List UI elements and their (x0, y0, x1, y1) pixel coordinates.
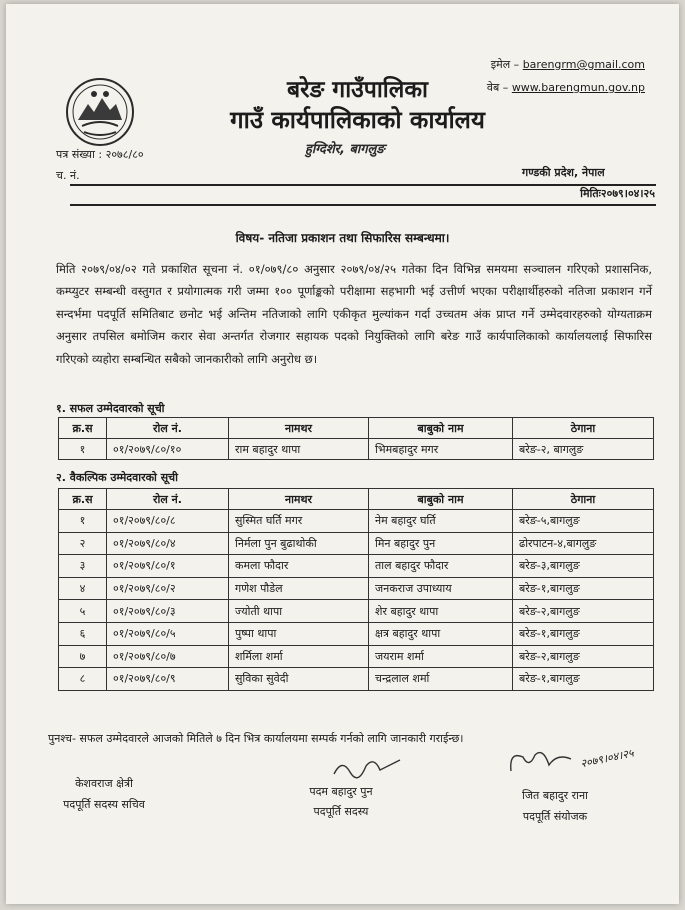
signatory-1-role: पदपूर्ति सदस्य सचिव (63, 798, 145, 811)
table-row: १ ०१/२०७९/८०/८ सुस्मित घर्ति मगर नेम बहादुर घर्ति बरेङ-५,बागलुङ (59, 510, 654, 533)
body-paragraph: मिति २०७९/०४/०२ गते प्रकाशित सूचना नं. ०१/०७९/८० अनुसार २०७९/०४/२५ गतेका दिन विभिन्न समयमा सञ्चालन गरिएको प्रशासनिक, कम्प्युटर सम्बन्धी वस्तुगत र प्रयोगात्मक गरी जम्मा १०० पूर्णाङ्कको परीक्षामा सहभागी भई उत्तीर्ण भएका परीक्षार्थीहरुको नतिजा प्रकाशन गर्ने सन्दर्भमा पदपूर्ति समितिबाट छनोट भई अन्तिम नतिजाको लागि एकीकृत मुल्यांकन गर्दा उच्चतम अंक प्राप्त गर्ने उम्मेदवारहरुको योग्यताक्रम अनुसार तपसिल बमोजिम करार सेवा अन्तर्गत रोजगार सहायक पदको नियुक्तिको लागि बरेङ गाउँ कार्यपालिकाको कार्यालयलाई सिफारिस गरिएको व्यहोरा सम्बन्धित सबैको जानकारीको लागि अनुरोध छ। (56, 262, 652, 366)
signature-scribble (330, 752, 410, 782)
office-name: गाउँ कार्यपालिकाको कार्यालय (230, 106, 485, 134)
col-address: ठेगाना (513, 489, 654, 510)
col-sn: क्र.स (59, 489, 107, 510)
email-label: इमेल – (490, 58, 520, 71)
header-divider (70, 184, 656, 186)
header-divider-lower (70, 204, 656, 206)
signatory-3-role: पदपूर्ति संयोजक (522, 810, 588, 823)
signature-date: २०७९।०४।२५ (579, 746, 635, 771)
table-row: १ ०१/२०७९/८०/१० राम बहादुर थापा भिमबहादुर मगर बरेङ-२, बागलुङ (59, 439, 654, 460)
col-sn: क्र.स (59, 418, 107, 439)
web-label: वेब – (486, 81, 509, 94)
table-header-row (59, 418, 654, 439)
col-address: ठेगाना (513, 418, 654, 439)
subject-line: विषय- नतिजा प्रकाशन तथा सिफारिस सम्बन्धमा। (235, 231, 450, 245)
signatory-2-role: पदपूर्ति सदस्य (313, 805, 369, 818)
letter-number: पत्र संख्या : २०७८/८० (56, 148, 144, 161)
signature-scribble (505, 745, 585, 779)
col-roll: रोल नं. (107, 489, 229, 510)
table-row: २ ०१/२०७९/८०/४ निर्मला पुन बुढाथोकी मिन बहादुर पुन ढोरपाटन-४,बागलुङ (59, 532, 654, 555)
web-line (487, 80, 645, 95)
table-row: ८ ०१/२०७९/८०/९ सुविका सुवेदी चन्द्रलाल शर्मा बरेङ-१,बागलुङ (59, 668, 654, 691)
email-link[interactable]: barengrm@gmail.com (522, 58, 645, 71)
province: गण्डकी प्रदेश, नेपाल (522, 166, 605, 179)
col-father: बाबुको नाम (369, 418, 513, 439)
table-row: ४ ०१/२०७९/८०/२ गणेश पौडेल जनकराज उपाध्याय बरेङ-१,बागलुङ (59, 577, 654, 600)
signatory-1-name: केशवराज क्षेत्री (75, 777, 133, 790)
alternate-title: २. वैकल्पिक उम्मेदवारको सूची (56, 471, 178, 484)
col-roll: रोल नं. (107, 418, 229, 439)
postscript-note: पुनश्च- सफल उम्मेदवारले आजको मितिले ७ दिन भित्र कार्यालयमा सम्पर्क गर्नको लागि जानकारी गराईन्छ। (48, 732, 464, 745)
table-header-row (59, 489, 654, 510)
signatory-3-name: जित बहादुर राना (522, 789, 588, 802)
letter-date: मितिः२०७९।०४।२५ (580, 187, 655, 200)
col-name: नामथर (229, 489, 369, 510)
successful-title: १. सफल उम्मेदवारको सूची (56, 402, 165, 415)
col-father: बाबुको नाम (369, 489, 513, 510)
org-name: बरेङ गाउँपालिका (287, 77, 428, 103)
col-name: नामथर (229, 418, 369, 439)
table-row: ५ ०१/२०७९/८०/३ ज्योती थापा शेर बहादुर थापा बरेङ-२,बागलुङ (59, 600, 654, 623)
table-row: ६ ०१/२०७९/८०/५ पुष्पा थापा क्षत्र बहादुर थापा बरेङ-१,बागलुङ (59, 622, 654, 645)
website-link[interactable]: www.barengmun.gov.np (511, 81, 645, 94)
table-row: ७ ०१/२०७९/८०/७ शर्मिला शर्मा जयराम शर्मा बरेङ-२,बागलुङ (59, 645, 654, 668)
dispatch-number: च. नं. (56, 169, 80, 182)
email-line (491, 57, 645, 72)
successful-table (58, 417, 654, 460)
office-stamp: हुग्दिशेर, बागलुङ (305, 142, 385, 157)
table-row: ३ ०१/२०७९/८०/१ कमला फौदार ताल बहादुर फौदार बरेङ-३,बागलुङ (59, 555, 654, 578)
alternate-table (58, 488, 654, 691)
signatory-2-name: पदम बहादुर पुन (309, 785, 373, 798)
